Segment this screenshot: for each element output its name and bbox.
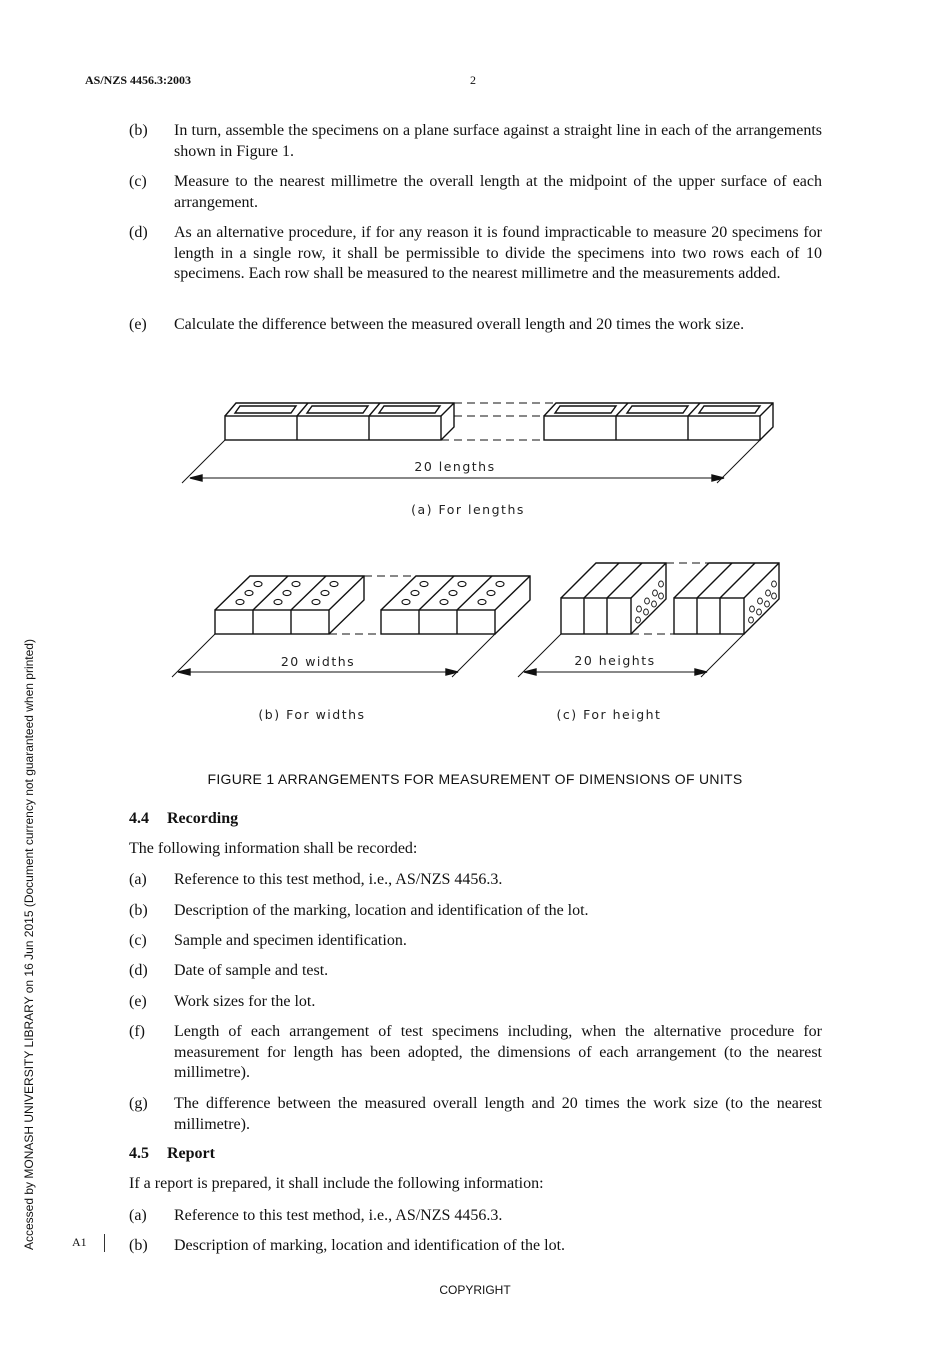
item-label: (d) [129, 224, 148, 241]
item-text: Description of the marking, location and identification of the lot. [174, 902, 589, 919]
figure-title: FIGURE 1 ARRANGEMENTS FOR MEASUREMENT OF DIMENSIONS OF UNITS [207, 771, 743, 787]
item-label: (d) [129, 962, 148, 979]
item-text: Date of sample and test. [174, 962, 329, 979]
recording-item [129, 992, 822, 1013]
item-label: (b) [129, 902, 148, 919]
item-label: (c) [129, 173, 147, 190]
standard-designation: AS/NZS 4456.3:2003 [85, 73, 192, 87]
section-title: Recording [167, 810, 239, 827]
item-text: Work sizes for the lot. [174, 993, 316, 1010]
amendment-bar [104, 1234, 105, 1252]
access-notice: Accessed by MONASH UNIVERSITY LIBRARY on 16 Jun 2015 (Document currency not guaranteed when printed) [22, 639, 36, 1250]
recording-intro: The following information shall be recorded: [129, 840, 418, 857]
report-item [129, 1236, 822, 1257]
lengths-dimension-label: 20 lengths [414, 459, 496, 474]
item-label: (e) [129, 993, 147, 1010]
caption-a: (a) For lengths [411, 502, 525, 517]
report-item [129, 1206, 822, 1227]
report-intro: If a report is prepared, it shall include the following information: [129, 1175, 544, 1192]
recording-item [129, 931, 822, 952]
item-label: (f) [129, 1023, 145, 1040]
copyright-footer: COPYRIGHT [439, 1283, 511, 1297]
section-title: Report [167, 1145, 215, 1162]
widths-dimension-label: 20 widths [280, 654, 356, 669]
item-text: Sample and specimen identification. [174, 932, 407, 949]
item-text: The difference between the measured overall length and 20 times the work size (to the nearest millimetre). [174, 1095, 822, 1133]
recording-item [129, 870, 822, 891]
section-heading-recording [129, 810, 238, 828]
item-text: Length of each arrangement of test specimens including, when the alternative procedure for measurement for length has been adopted, the dimensions of each arrangement (to the nearest millimetre). [174, 1023, 822, 1081]
item-text: Calculate the difference between the measured overall length and 20 times the work size. [174, 316, 745, 333]
item-text: Measure to the nearest millimetre the overall length at the midpoint of the upper surface of each arrangement. [174, 173, 822, 211]
item-label: (b) [129, 122, 148, 139]
item-text: As an alternative procedure, if for any reason it is found impracticable to measure 20 specimens for length in a single row, it shall be permissible to divide the specimens into two rows each of 10 specimens. Each row shall be measured to the nearest millimetre and the measurements added. [174, 224, 822, 282]
item-text: In turn, assemble the specimens on a plane surface against a straight line in each of the arrangements shown in Figure 1. [174, 122, 822, 160]
item-label: (a) [129, 871, 147, 888]
amendment-mark: A1 [72, 1235, 87, 1249]
item-label: (b) [129, 1237, 148, 1254]
item-label: (c) [129, 932, 147, 949]
item-label: (g) [129, 1095, 148, 1112]
item-label: (a) [129, 1207, 147, 1224]
section-heading-report [129, 1145, 215, 1163]
item-text: Reference to this test method, i.e., AS/NZS 4456.3. [174, 871, 503, 888]
recording-item [129, 1094, 822, 1135]
item-text: Description of marking, location and identification of the lot. [174, 1237, 566, 1254]
page-number: 2 [470, 73, 476, 87]
recording-item [129, 1022, 822, 1084]
item-label: (e) [129, 316, 147, 333]
caption-b: (b) For widths [258, 707, 366, 722]
recording-item [129, 961, 822, 982]
section-number: 4.4 [129, 810, 149, 827]
recording-item [129, 901, 822, 922]
heights-dimension-label: 20 heights [574, 653, 656, 668]
item-text: Reference to this test method, i.e., AS/NZS 4456.3. [174, 1207, 503, 1224]
caption-c: (c) For height [556, 707, 662, 722]
section-number: 4.5 [129, 1145, 149, 1162]
